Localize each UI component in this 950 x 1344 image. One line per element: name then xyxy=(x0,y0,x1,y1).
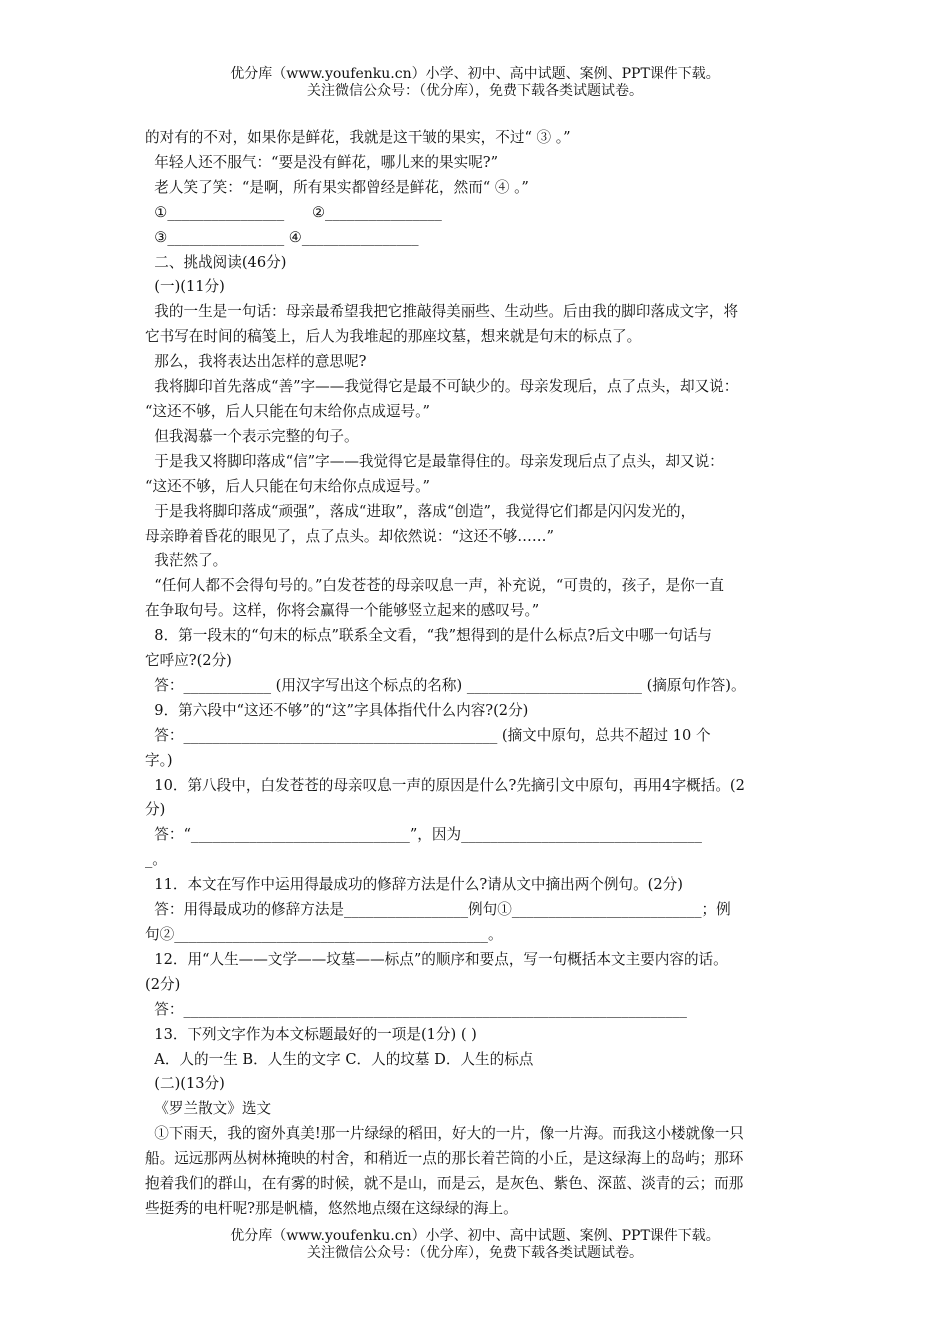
answer-9: 答：___________________________________________ (摘文中原句，总共不超过 10 个 xyxy=(145,726,711,744)
header-line-1: 优分库（www.youfenku.cn）小学、初中、高中试题、案例、PPT课件下载。 xyxy=(230,66,720,82)
answer-blanks-line: ①________________ ②________________ xyxy=(145,203,442,221)
question-9: 9．第六段中“这还不够”的“这”字具体指代什么内容?(2分) xyxy=(145,701,529,719)
text-line: 于是我又将脚印落成“信”字——我觉得它是最靠得住的。母亲发现后点了点头，却又说： xyxy=(145,452,724,470)
text-line: 老人笑了笑：“是啊，所有果实都曾经是鲜花，然而“ ④ 。” xyxy=(145,178,529,196)
text-line: 我将脚印首先落成“善”字——我觉得它是最不可缺少的。母亲发现后，点了点头，却又说： xyxy=(145,378,739,396)
text-line: 船。远远那两丛树林掩映的村舍，和稍近一点的那长着芒筒的小丘，是这绿海上的岛屿；那环 xyxy=(145,1150,744,1168)
subsection-heading: (一)(11分) xyxy=(145,278,225,296)
question-11: 11．本文在写作中运用得最成功的修辞方法是什么?请从文中摘出两个例句。(2分) xyxy=(145,876,683,894)
text-line: 在争取句号。这样，你将会赢得一个能够竖立起来的感叹号。” xyxy=(145,602,540,620)
text-line: 它书写在时间的稿笺上，后人为我堆起的那座坟墓，想来就是句末的标点了。 xyxy=(145,328,642,346)
answer-11: 答：用得最成功的修辞方法是_________________例句①__________________________；例 xyxy=(145,901,731,919)
answer-10: 答：“______________________________”，因为_________________________________ xyxy=(145,826,702,844)
text-line: 但我渴慕一个表示完整的句子。 xyxy=(145,427,359,445)
answer-12: 答：_____________________________________________________________________ xyxy=(145,1000,687,1018)
question-10: 10．第八段中，白发苍苍的母亲叹息一声的原因是什么?先摘引文中原句，再用4字概括。(2 xyxy=(145,776,745,794)
subsection-heading: (二)(13分) xyxy=(145,1075,225,1093)
text-line: “任何人都不会得句号的。”白发苍苍的母亲叹息一声，补充说，“可贵的，孩子，是你一直 xyxy=(145,577,724,595)
text-line: 抱着我们的群山，在有雾的时候，就不是山，而是云，是灰色、紫色、深蓝、淡青的云；而那 xyxy=(145,1175,744,1193)
answer-8: 答：____________ (用汉字写出这个标点的名称) ________________________ (摘原句作答)。 xyxy=(145,676,746,694)
header-line-2: 关注微信公众号：（优分库），免费下载各类试题试卷。 xyxy=(307,83,643,99)
question-13-options: A．人的一生 B．人生的文字 C．人的坟墓 D．人生的标点 xyxy=(145,1050,534,1068)
answer-11-cont: 句②___________________________________________。 xyxy=(145,926,503,943)
page-footer xyxy=(0,1228,950,1262)
text-line: 我的一生是一句话：母亲最希望我把它推敲得美丽些、生动些。后由我的脚印落成文字，将 xyxy=(145,303,739,321)
text-line: 我茫然了。 xyxy=(145,552,228,570)
footer-line-1: 优分库（www.youfenku.cn）小学、初中、高中试题、案例、PPT课件下载。 xyxy=(230,1228,720,1244)
text-line: 母亲睁着昏花的眼见了，点了点头。却依然说：“这还不够……” xyxy=(145,527,554,545)
text-line: 那么，我将表达出怎样的意思呢? xyxy=(145,353,367,371)
answer-9-cont: 字。) xyxy=(145,751,173,769)
section-heading: 二、挑战阅读(46分) xyxy=(145,253,287,271)
text-line: ①下雨天，我的窗外真美!那一片绿绿的稻田，好大的一片，像一片海。而我这小楼就像一只 xyxy=(145,1125,744,1143)
text-line: 于是我将脚印落成“顽强”，落成“进取”，落成“创造”，我觉得它们都是闪闪发光的， xyxy=(145,502,696,520)
document-body xyxy=(145,126,810,1222)
question-10-cont: 分) xyxy=(145,801,166,819)
answer-blanks-line: ③________________ ④________________ xyxy=(145,228,419,246)
text-line: 的对有的不对，如果你是鲜花，我就是这干皱的果实，不过“ ③ 。” xyxy=(145,129,571,146)
excerpt-title: 《罗兰散文》选文 xyxy=(145,1100,272,1118)
question-8-cont: 它呼应?(2分) xyxy=(145,652,232,670)
question-8: 8．第一段末的“句末的标点”联系全文看，“我”想得到的是什么标点?后文中哪一句话与 xyxy=(145,627,713,645)
text-line: “这还不够，后人只能在句末给你点成逗号。” xyxy=(145,402,430,420)
question-12-cont: (2分) xyxy=(145,975,181,993)
answer-10-cont: _。 xyxy=(145,851,167,869)
text-line: 年轻人还不服气：“要是没有鲜花，哪儿来的果实呢?” xyxy=(145,153,499,171)
question-13: 13．下列文字作为本文标题最好的一项是(1分) ( ) xyxy=(145,1025,477,1043)
text-line: “这还不够，后人只能在句末给你点成逗号。” xyxy=(145,477,430,495)
question-12: 12．用“人生——文学——坟墓——标点”的顺序和要点，写一句概括本文主要内容的话。 xyxy=(145,950,728,968)
footer-line-2: 关注微信公众号：（优分库），免费下载各类试题试卷。 xyxy=(307,1245,643,1261)
text-line: 些挺秀的电杆呢?那是帆樯，悠然地点缀在这绿绿的海上。 xyxy=(145,1199,518,1217)
page-header xyxy=(0,66,950,100)
